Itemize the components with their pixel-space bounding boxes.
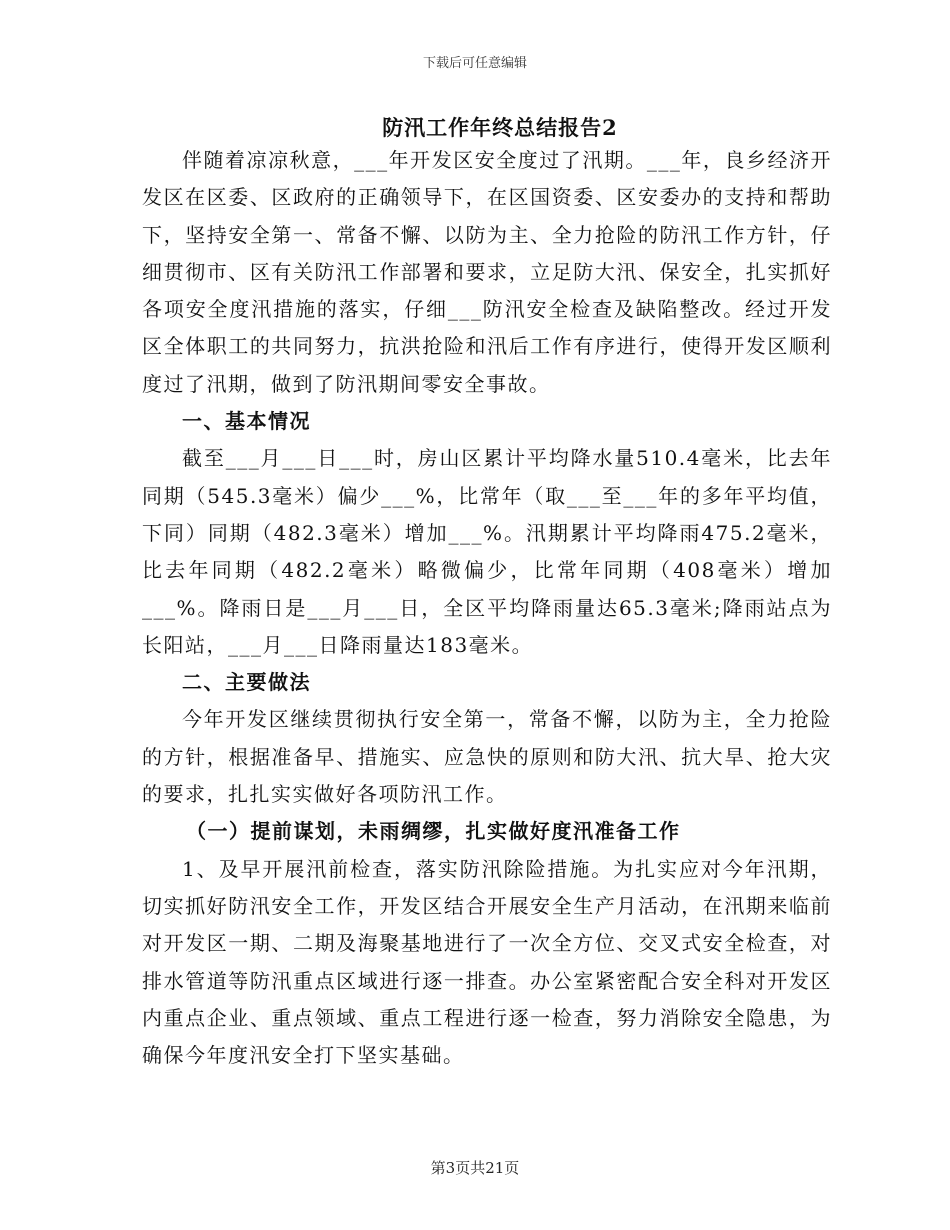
paragraph-inspection: 1、及早开展汛前检查，落实防汛除险措施。为扎实应对今年汛期，切实抓好防汛安全工作，开发区结合开展安全生产月活动，在汛期来临前对开发区一期、二期及海聚基地进行了一次全方位、交叉式安全检查，对排水管道等防汛重点区域进行逐一排查。办公室紧密配合安全科对开发区内重点企业、重点领域、重点工程进行逐一检查，努力消除安全隐患，为确保今年度汛安全打下坚实基础。 <box>142 856 832 1068</box>
page-number: 第3页共21页 <box>430 1159 520 1177</box>
subsection-heading-preparation: （一）提前谋划，未雨绸缪，扎实做好度汛准备工作 <box>186 819 681 844</box>
paragraph-basic-situation: 截至___月___日___时，房山区累计平均降水量510.4毫米，比去年同期（545.3毫米）偏少___%，比常年（取___至___年的多年平均值，下同）同期（482.3毫米）增加___%。汛期累计平均降雨475.2毫米，比去年同期（482.2毫米）略微偏少，比常年同期（408毫米）增加___%。降雨日是___月___日，全区平均降雨量达65.3毫米;降雨站点为长阳站，___月___日降雨量达183毫米。 <box>142 446 832 657</box>
document-body <box>142 142 832 1074</box>
paragraph-methods: 今年开发区继续贯彻执行安全第一，常备不懈，以防为主，全力抢险的方针，根据准备早、措施实、应急快的原则和防大汛、抗大旱、抢大灾的要求，扎扎实实做好各项防汛工作。 <box>142 707 832 807</box>
section-heading-basic: 一、基本情况 <box>182 409 311 434</box>
paragraph-intro: 伴随着凉凉秋意，___年开发区安全度过了汛期。___年，良乡经济开发区在区委、区政府的正确领导下，在区国资委、区安委办的支持和帮助下，坚持安全第一、常备不懈、以防为主、全力抢险的防汛工作方针，仔细贯彻市、区有关防汛工作部署和要求，立足防大汛、保安全，扎实抓好各项安全度汛措施的落实，仔细___防汛安全检查及缺陷整改。经过开发区全体职工的共同努力，抗洪抢险和汛后工作有序进行，使得开发区顺利度过了汛期，做到了防汛期间零安全事故。 <box>142 148 832 396</box>
header-note: 下载后可任意编辑 <box>422 56 527 71</box>
document-title: 防汛工作年终总结报告2 <box>382 115 618 140</box>
section-heading-methods: 二、主要做法 <box>182 670 311 695</box>
